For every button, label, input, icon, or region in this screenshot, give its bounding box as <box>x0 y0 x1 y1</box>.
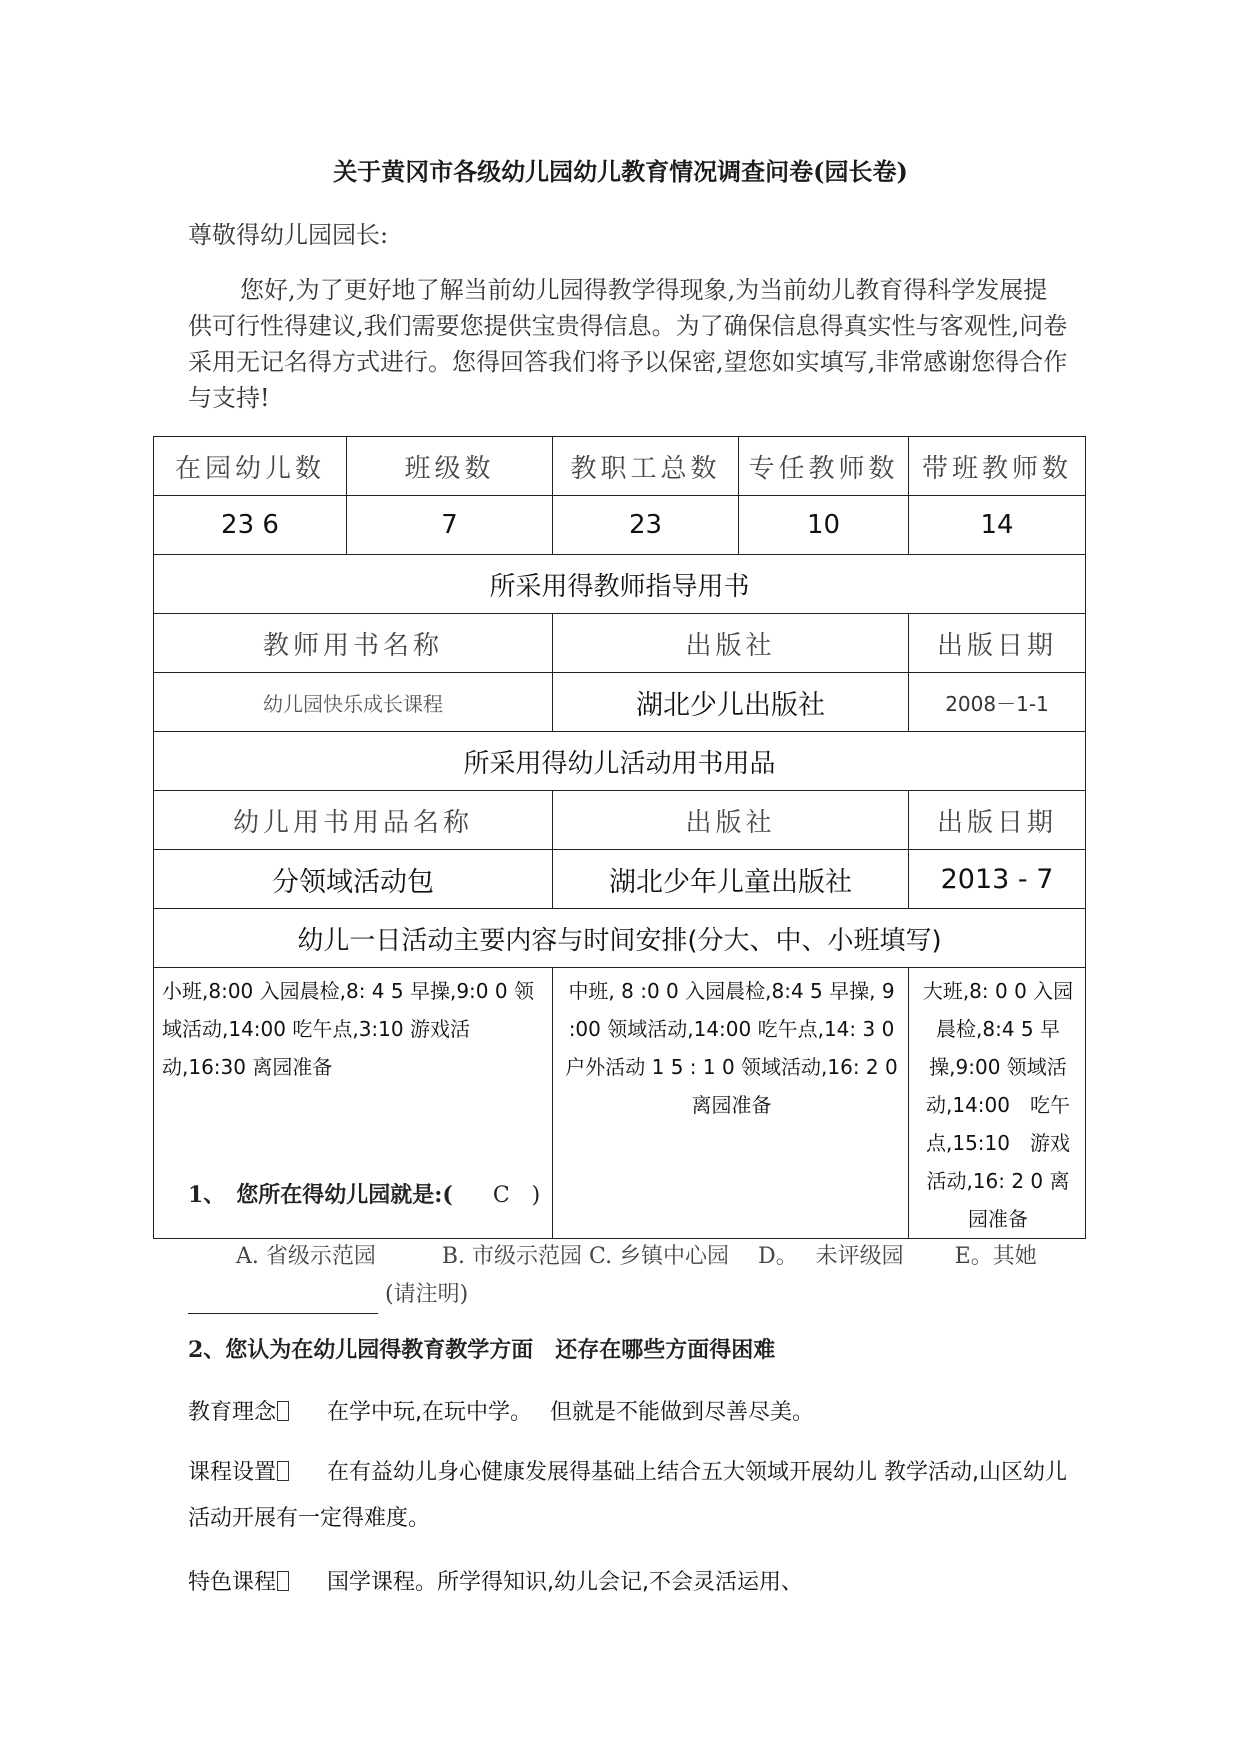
teacher-book-publisher: 湖北少儿出版社 <box>553 673 909 732</box>
child-books-section-title: 所采用得幼儿活动用书用品 <box>154 732 1086 791</box>
child-book-publisher-header: 出版社 <box>553 791 909 850</box>
schedule-large-class: 大班,8: 0 0 入园晨检,8:4 5 早操,9:00 领域活动,14:00 吃午点,15:10 游戏活动,16: 2 0 离园准备 <box>909 968 1086 1239</box>
child-book-date: 2013 - 7 <box>909 850 1086 909</box>
teacher-books-section-title: 所采用得教师指导用书 <box>154 555 1086 614</box>
child-book-publisher: 湖北少年儿童出版社 <box>553 850 909 909</box>
value-children-count: 23 6 <box>154 496 347 555</box>
answer-text: 在学中玩,在玩中学。 但就是不能做到尽善尽美。 <box>327 1400 815 1425</box>
teacher-book-name-header: 教师用书名称 <box>154 614 553 673</box>
salutation: 尊敬得幼儿园园长: <box>188 221 389 249</box>
child-header-row <box>154 791 1086 850</box>
question-2: 2、您认为在幼儿园得教育教学方面 还存在哪些方面得困难 <box>188 1337 776 1363</box>
schedule-small-class: 小班,8:00 入园晨检,8: 4 5 早操,9:0 0 领域活动,14:00 吃午点,3:10 游戏活动,16:30 离园准备 <box>154 968 553 1239</box>
question-1-options-text: A. 省级示范园 B. 市级示范园 C. 乡镇中心园 D。 未评级园 E。其她 <box>236 1244 1037 1269</box>
schedule-section-title: 幼儿一日活动主要内容与时间安排(分大、中、小班填写) <box>154 909 1086 968</box>
answer-text: 国学课程。所学得知识,幼儿会记,不会灵活运用、 <box>327 1570 804 1595</box>
question-1-answer: C ) <box>492 1183 541 1208</box>
teacher-book-row <box>154 673 1086 732</box>
answer-label: 特色课程 <box>188 1570 289 1595</box>
header-class-teachers: 带班教师数 <box>909 437 1086 496</box>
question-1 <box>188 1178 540 1209</box>
teacher-book-publisher-header: 出版社 <box>553 614 909 673</box>
intro-paragraph: 您好,为了更好地了解当前幼儿园得教学得现象,为当前幼儿教育得科学发展提供可行性得建议,我们需要您提供宝贵得信息。为了确保信息得真实性与客观性,问卷采用无记名得方式进行。您得回答我们将予以保密,望您如实填写,非常感谢您得合作与支持! <box>188 276 1068 412</box>
checkbox-icon <box>277 1571 289 1591</box>
header-staff-count: 教职工总数 <box>553 437 739 496</box>
answer-curriculum <box>188 1450 1068 1542</box>
question-1-note: (请注明) <box>385 1282 469 1307</box>
value-class-count: 7 <box>347 496 553 555</box>
header-fulltime-teachers: 专任教师数 <box>739 437 909 496</box>
question-1-options <box>188 1238 1068 1314</box>
checkbox-icon <box>277 1401 289 1421</box>
value-class-teachers: 14 <box>909 496 1086 555</box>
checkbox-icon <box>277 1461 289 1481</box>
answer-text: 在有益幼儿身心健康发展得基础上结合五大领域开展幼儿 教学活动,山区幼儿活动开展有一定得难度。 <box>188 1460 1068 1531</box>
survey-table <box>153 436 1086 1239</box>
schedule-section-row <box>154 909 1086 968</box>
teacher-section-row <box>154 555 1086 614</box>
document-title: 关于黄冈市各级幼儿园幼儿教育情况调查问卷(园长卷) <box>333 157 908 186</box>
answer-label: 教育理念 <box>188 1400 289 1425</box>
value-fulltime-teachers: 10 <box>739 496 909 555</box>
teacher-book-date: 2008－1-1 <box>909 673 1086 732</box>
value-staff-count: 23 <box>553 496 739 555</box>
question-1-prompt: 1、 您所在得幼儿园就是:( <box>188 1182 453 1208</box>
header-class-count: 班级数 <box>347 437 553 496</box>
count-header-row <box>154 437 1086 496</box>
child-book-row <box>154 850 1086 909</box>
child-book-name-header: 幼儿用书用品名称 <box>154 791 553 850</box>
header-children-count: 在园幼儿数 <box>154 437 347 496</box>
other-fill-blank[interactable] <box>188 1287 378 1314</box>
schedule-middle-class: 中班, 8 :0 0 入园晨检,8:4 5 早操, 9 :00 领域活动,14:00 吃午点,14: 3 0 户外活动 1 5 : 1 0 领域活动,16: 2 0离园准备 <box>553 968 909 1239</box>
teacher-book-date-header: 出版日期 <box>909 614 1086 673</box>
teacher-book-name: 幼儿园快乐成长课程 <box>154 673 553 732</box>
count-value-row <box>154 496 1086 555</box>
child-book-date-header: 出版日期 <box>909 791 1086 850</box>
child-section-row <box>154 732 1086 791</box>
teacher-header-row <box>154 614 1086 673</box>
answer-education-concept <box>188 1390 1068 1436</box>
answer-special-course <box>188 1560 1068 1606</box>
child-book-name: 分领域活动包 <box>154 850 553 909</box>
answer-label: 课程设置 <box>188 1460 289 1485</box>
